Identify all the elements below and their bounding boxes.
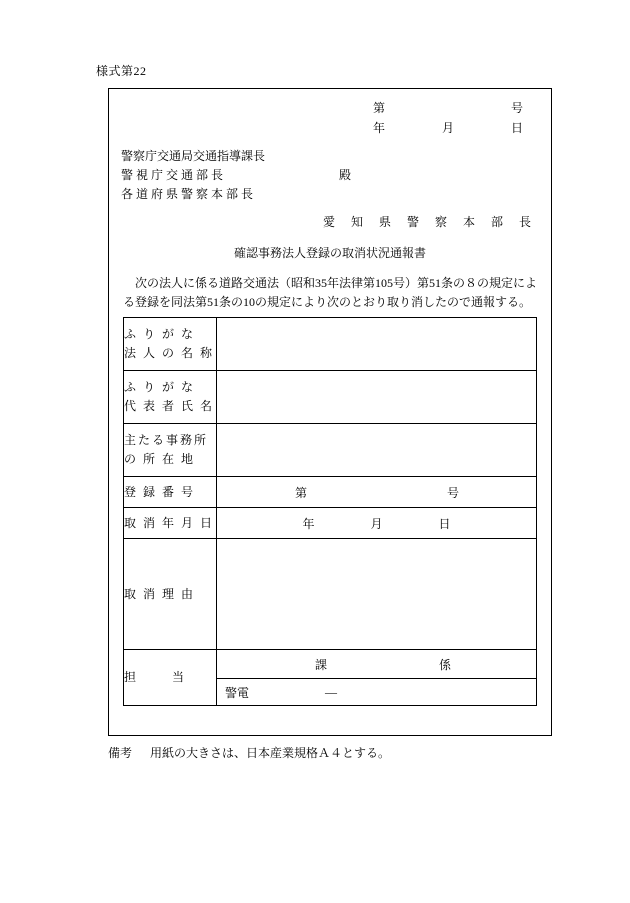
cancel-date-month: 月 — [370, 516, 383, 531]
table-row — [124, 539, 537, 650]
cancel-date-day: 日 — [438, 516, 451, 531]
label-line: 取 消 年 月 日 — [124, 515, 215, 530]
row-label-cancel-date — [124, 508, 217, 539]
table-row — [124, 477, 537, 508]
addressee-suffix: 殿 — [339, 168, 352, 182]
table-row — [124, 424, 537, 477]
sender-name: 愛 知 県 警 察 本 部 長 — [322, 215, 533, 229]
row-label-representative — [124, 371, 217, 424]
addressee-block — [121, 147, 351, 204]
row-label-corporate-name — [124, 318, 217, 371]
police-phone-label: 警電 — [225, 685, 250, 700]
footer-note — [108, 744, 390, 761]
table-row — [124, 650, 537, 706]
row-value-cancel-date[interactable] — [217, 508, 537, 539]
row-value-corporate-name[interactable] — [217, 318, 537, 371]
label-line: 登 録 番 号 — [124, 484, 196, 499]
row-value-contact — [217, 650, 537, 706]
row-label-registration-number — [124, 477, 217, 508]
label-line: の 所 在 地 — [124, 452, 196, 466]
body-text — [123, 274, 537, 312]
form-outer-box — [108, 88, 552, 736]
contact-phone-row[interactable] — [217, 679, 536, 705]
form-code: 様式第22 — [96, 64, 147, 78]
row-value-cancel-reason[interactable] — [217, 539, 537, 650]
number-label: 第 — [373, 101, 386, 115]
document-number-line — [373, 99, 523, 116]
addressee-name: 警察庁交通局交通指導課長 — [121, 149, 266, 163]
number-unit: 号 — [510, 101, 523, 115]
day-label: 日 — [510, 121, 523, 135]
registration-number-prefix: 第 — [295, 485, 308, 500]
row-label-contact — [124, 650, 217, 706]
document-date-line — [373, 119, 523, 136]
table-row — [124, 318, 537, 371]
label-line: ふ り が な — [124, 327, 196, 341]
label-line: ふ り が な — [124, 380, 196, 394]
row-value-registration-number[interactable] — [217, 477, 537, 508]
contact-section-row[interactable] — [217, 650, 536, 679]
phone-dash: — — [325, 684, 338, 699]
row-value-address[interactable] — [217, 424, 537, 477]
row-value-representative[interactable] — [217, 371, 537, 424]
contact-section-label: 課 — [315, 657, 328, 672]
label-line: 取 消 理 由 — [124, 586, 196, 601]
addressee-row — [121, 147, 351, 166]
cancel-date-year: 年 — [302, 516, 315, 531]
row-label-address — [124, 424, 217, 477]
addressee-name: 警 視 庁 交 通 部 長 — [121, 168, 224, 182]
addressee-name: 各 道 府 県 警 察 本 部 長 — [121, 187, 254, 201]
label-line: 代 表 者 氏 名 — [124, 399, 215, 413]
label-line: 法 人 の 名 称 — [124, 346, 215, 360]
month-label: 月 — [441, 121, 454, 135]
body-paragraph: 次の法人に係る道路交通法（昭和35年法律第105号）第51条の８の規定による登録を同法第51条の10の規定により次のとおり取り消したので通報する。 — [123, 276, 538, 309]
addressee-row — [121, 185, 351, 204]
row-label-cancel-reason — [124, 539, 217, 650]
table-row — [124, 508, 537, 539]
footer-note-text: 用紙の大きさは、日本産業規格Ａ４とする。 — [150, 746, 391, 760]
label-line: 担 当 — [124, 670, 185, 684]
contact-subsection-label: 係 — [439, 657, 452, 672]
table-row — [124, 371, 537, 424]
form-table — [123, 317, 537, 706]
addressee-row — [121, 166, 351, 185]
label-line: 主たる事務所 — [124, 433, 209, 447]
footer-note-label: 備考 — [108, 746, 133, 760]
registration-number-suffix: 号 — [447, 485, 460, 500]
document-title: 確認事務法人登録の取消状況通報書 — [233, 246, 426, 260]
year-label: 年 — [373, 121, 386, 135]
